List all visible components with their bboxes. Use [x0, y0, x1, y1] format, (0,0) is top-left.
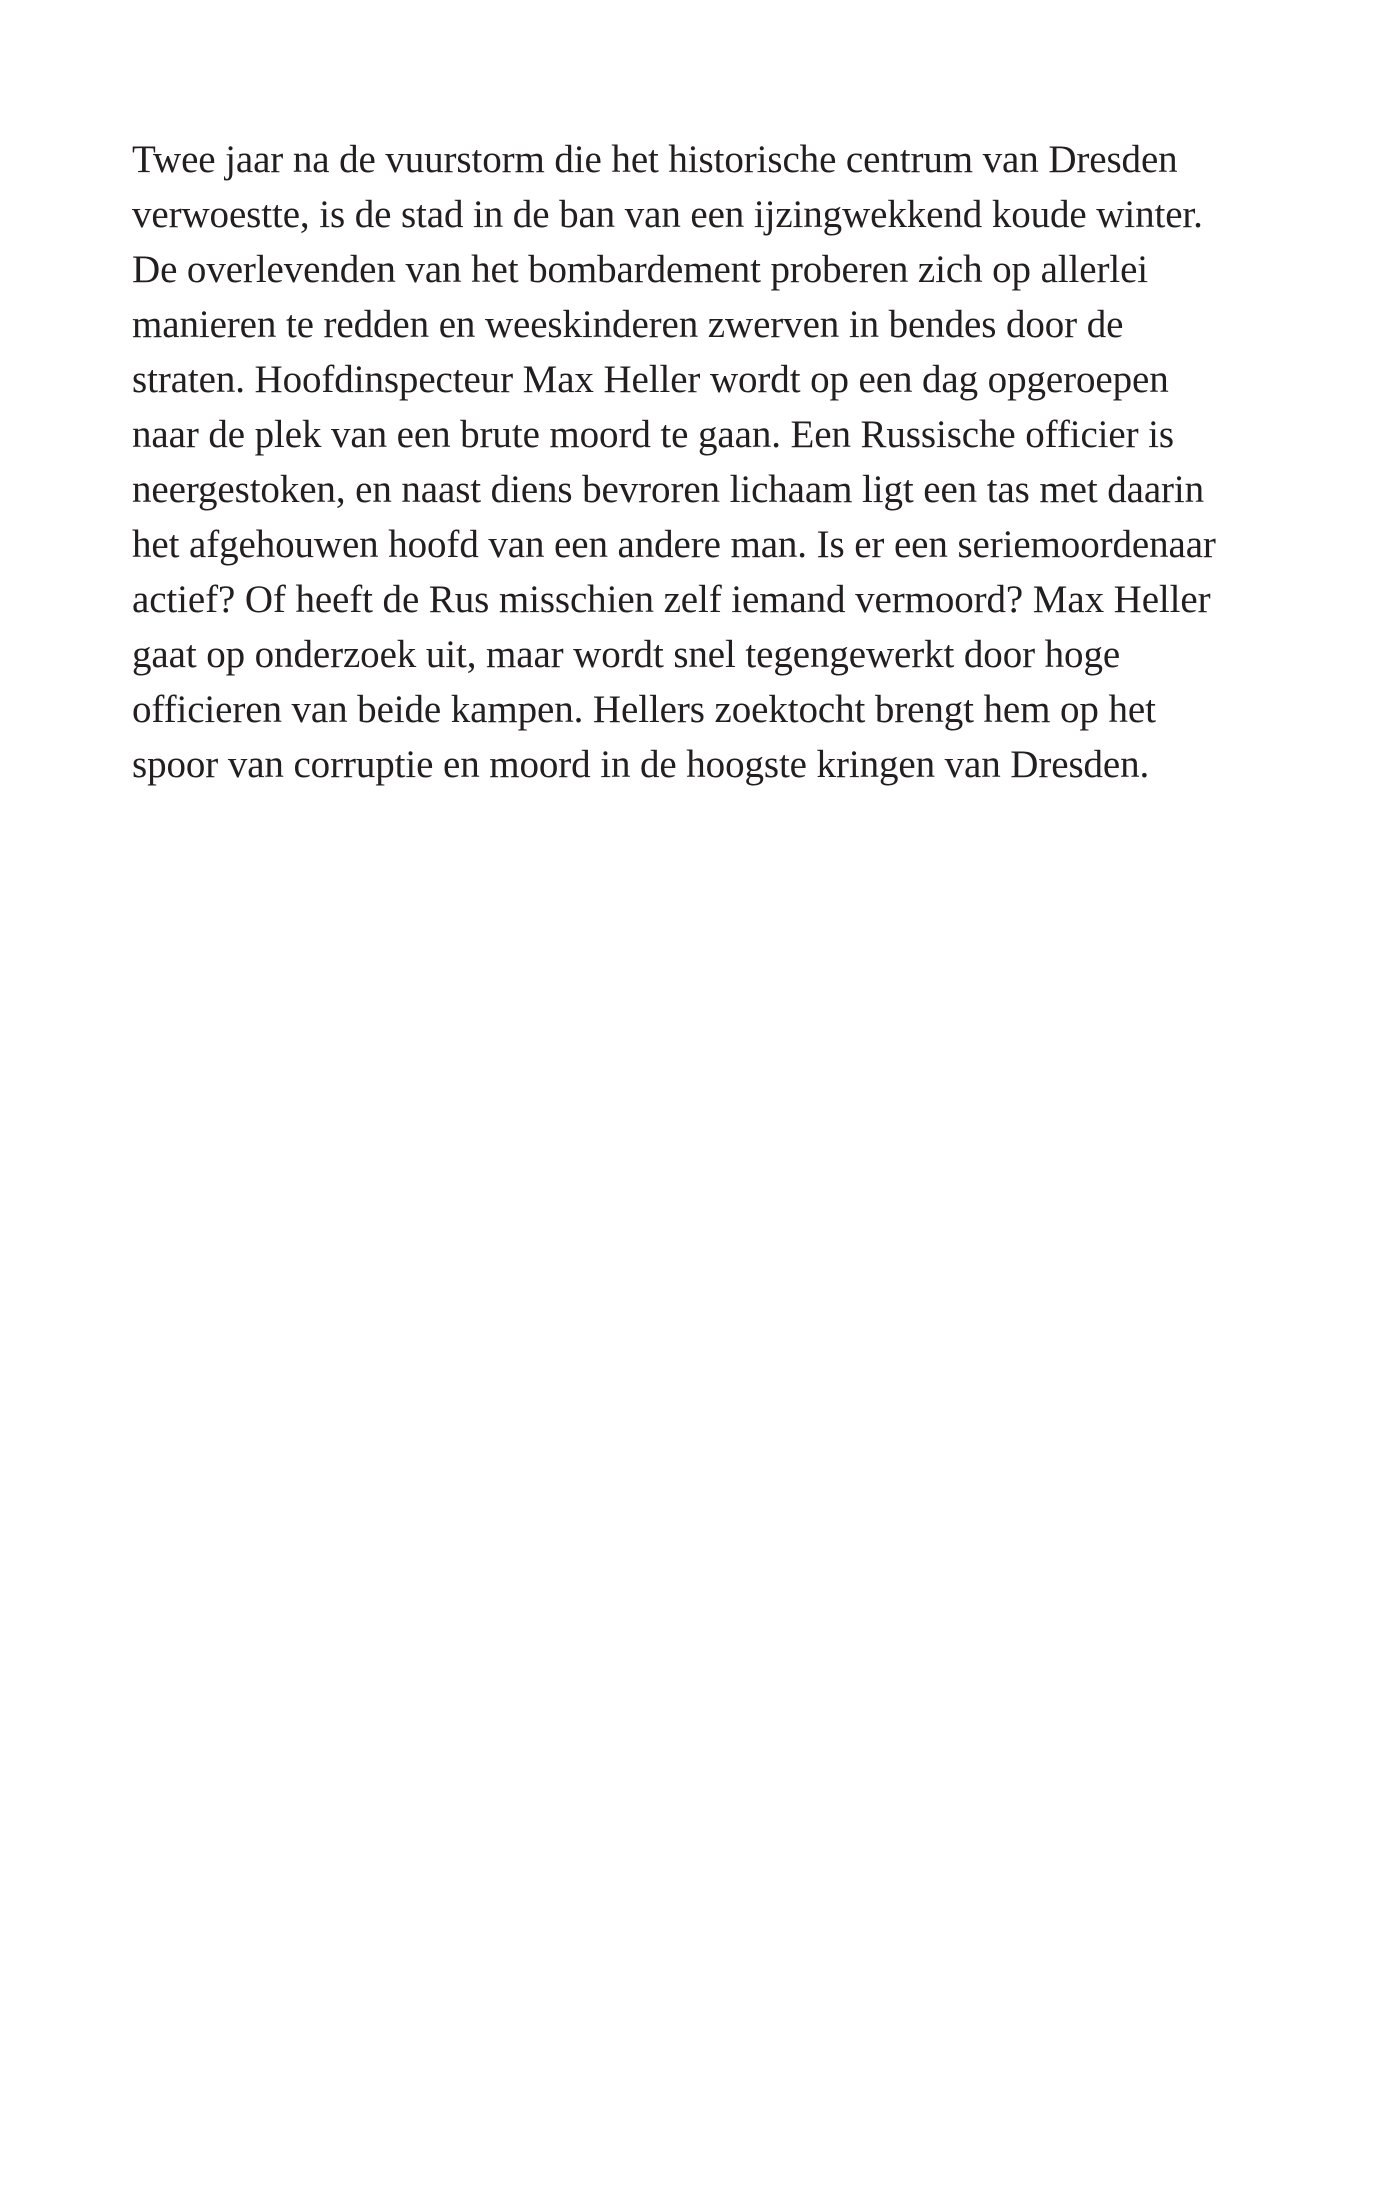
- text-line: straten. Hoofdinspecteur Max Heller wordt op een dag opgeroepen: [132, 358, 1169, 401]
- text-line: naar de plek van een brute moord te gaan. Een Russische officier is: [132, 413, 1174, 456]
- blurb-paragraph: [132, 132, 1282, 792]
- text-line: het afgehouwen hoofd van een andere man. Is er een seriemoordenaar: [132, 523, 1216, 566]
- text-line: manieren te redden en weeskinderen zwerven in bendes door de: [132, 303, 1124, 346]
- text-line: actief? Of heeft de Rus misschien zelf iemand vermoord? Max Heller: [132, 578, 1211, 621]
- text-line: Twee jaar na de vuurstorm die het historische centrum van Dresden: [132, 138, 1178, 181]
- text-line: officieren van beide kampen. Hellers zoektocht brengt hem op het: [132, 688, 1156, 731]
- text-line: spoor van corruptie en moord in de hoogste kringen van Dresden.: [132, 743, 1150, 786]
- text-line: De overlevenden van het bombardement proberen zich op allerlei: [132, 248, 1149, 291]
- text-line: neergestoken, en naast diens bevroren lichaam ligt een tas met daarin: [132, 468, 1205, 511]
- text-line: verwoestte, is de stad in de ban van een ijzingwekkend koude winter.: [132, 193, 1203, 236]
- text-line: gaat op onderzoek uit, maar wordt snel tegengewerkt door hoge: [132, 633, 1121, 676]
